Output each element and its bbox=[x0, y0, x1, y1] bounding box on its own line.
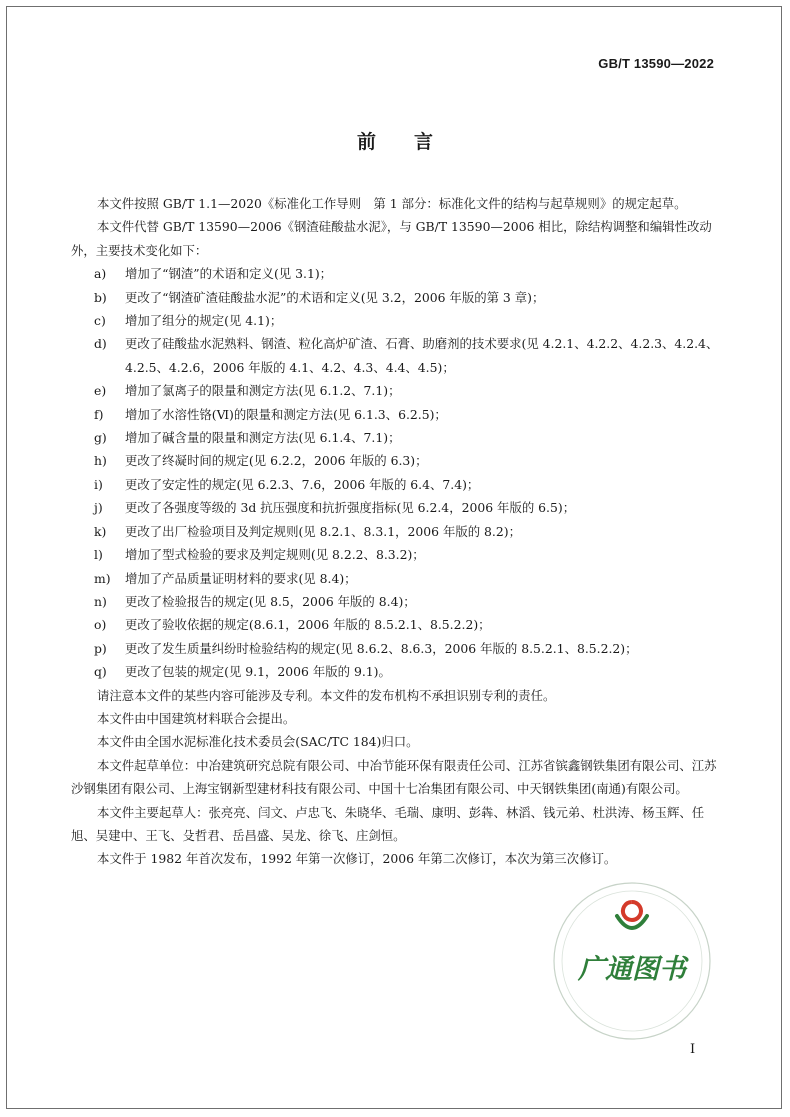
list-item bbox=[71, 286, 719, 309]
list-item-text: 更改了终凝时间的规定(见 6.2.2，2006 年版的 6.3)； bbox=[125, 453, 428, 469]
list-item bbox=[71, 332, 719, 379]
list-marker: i) bbox=[94, 476, 103, 492]
list-item bbox=[71, 496, 719, 519]
list-item-text: 增加了氯离子的限量和测定方法(见 6.1.2、7.1)； bbox=[125, 383, 401, 399]
list-marker: k) bbox=[94, 523, 107, 539]
list-item bbox=[71, 309, 719, 332]
list-item-text: 更改了包装的规定(见 9.1，2006 年版的 9.1)。 bbox=[125, 664, 391, 680]
list-item-text: 更改了验收依据的规定(8.6.1，2006 年版的 8.5.2.1、8.5.2.2)； bbox=[125, 617, 491, 633]
list-marker: l) bbox=[94, 547, 103, 563]
list-item bbox=[71, 613, 719, 636]
history-paragraph: 本文件于 1982 年首次发布，1992 年第一次修订，2006 年第二次修订，本次为第三次修订。 bbox=[97, 851, 617, 867]
list-item bbox=[71, 637, 719, 660]
document-body bbox=[71, 192, 719, 871]
list-marker: a) bbox=[94, 266, 107, 282]
standard-code: GB/T 13590—2022 bbox=[598, 56, 714, 71]
list-item-text: 增加了型式检验的要求及判定规则(见 8.2.2、8.3.2)； bbox=[125, 547, 425, 563]
list-item-text: 更改了出厂检验项目及判定规则(见 8.2.1、8.3.1，2006 年版的 8.2)； bbox=[125, 523, 521, 539]
list-item bbox=[71, 403, 719, 426]
proposer-paragraph: 本文件由中国建筑材料联合会提出。 bbox=[97, 710, 296, 726]
stamp-text: 广通图书 bbox=[578, 954, 686, 985]
list-marker: q) bbox=[94, 664, 107, 680]
committee-paragraph: 本文件由全国水泥标准化技术委员会(SAC/TC 184)归口。 bbox=[97, 734, 419, 750]
list-marker: h) bbox=[94, 453, 107, 469]
title-char-1: 前 bbox=[356, 131, 376, 153]
list-marker: e) bbox=[94, 383, 107, 399]
list-item-text: 更改了“钢渣矿渣硅酸盐水泥”的术语和定义(见 3.2，2006 年版的第 3 章)； bbox=[125, 289, 545, 305]
list-item-text: 增加了“钢渣”的术语和定义(见 3.1)； bbox=[125, 266, 333, 282]
page-title bbox=[0, 127, 790, 154]
list-item bbox=[71, 520, 719, 543]
list-item bbox=[71, 449, 719, 472]
drafters-paragraph: 本文件主要起草人：张亮亮、闫文、卢忠飞、朱晓华、毛瑞、康明、彭犇、林滔、钱元弟、杜洪涛、杨玉辉、任旭、吴建中、王飞、殳哲君、岳昌盛、吴龙、徐飞、庄剑恒。 bbox=[71, 804, 705, 843]
list-marker: f) bbox=[94, 406, 104, 422]
list-marker: n) bbox=[94, 593, 107, 609]
list-item bbox=[71, 543, 719, 566]
list-item-text: 更改了安定性的规定(见 6.2.3、7.6，2006 年版的 6.4、7.4)； bbox=[125, 476, 480, 492]
title-char-2: 言 bbox=[414, 131, 434, 153]
page-number: Ⅰ bbox=[690, 1042, 696, 1057]
list-marker: b) bbox=[94, 289, 107, 305]
list-marker: m) bbox=[94, 570, 111, 586]
list-item-text: 更改了检验报告的规定(见 8.5，2006 年版的 8.4)； bbox=[125, 593, 416, 609]
list-item bbox=[71, 426, 719, 449]
list-item-text: 更改了各强度等级的 3d 抗压强度和抗折强度指标(见 6.2.4，2006 年版的 6.5)； bbox=[125, 500, 576, 516]
list-item bbox=[71, 567, 719, 590]
drafting-units-paragraph: 本文件起草单位：中冶建筑研究总院有限公司、中冶节能环保有限责任公司、江苏省镔鑫钢铁集团有限公司、江苏沙钢集团有限公司、上海宝钢新型建材科技有限公司、中国十七冶集团有限公司、中天钢铁集团(南通)有限公司。 bbox=[71, 757, 717, 797]
list-marker: c) bbox=[94, 313, 106, 329]
patent-notice: 请注意本文件的某些内容可能涉及专利。本文件的发布机构不承担识别专利的责任。 bbox=[97, 687, 556, 703]
list-item-text: 更改了发生质量纠纷时检验结构的规定(见 8.6.2、8.6.3，2006 年版的 8.5.2.1、8.5.2.2)； bbox=[125, 640, 638, 656]
list-marker: p) bbox=[94, 640, 107, 656]
list-item-text: 增加了碱含量的限量和测定方法(见 6.1.4、7.1)； bbox=[125, 430, 401, 446]
list-marker: d) bbox=[94, 336, 107, 352]
list-item-text: 增加了产品质量证明材料的要求(见 8.4)； bbox=[125, 570, 357, 586]
list-marker: j) bbox=[94, 500, 103, 516]
list-item bbox=[71, 590, 719, 613]
intro-paragraph: 本文件按照 GB/T 1.1—2020《标准化工作导则 第 1 部分：标准化文件的结构与起草规则》的规定起草。 bbox=[97, 196, 687, 211]
stamp-logo-icon bbox=[617, 902, 647, 928]
list-item-text: 增加了组分的规定(见 4.1)； bbox=[125, 313, 283, 329]
list-item bbox=[71, 660, 719, 683]
list-marker: g) bbox=[94, 430, 107, 446]
list-item bbox=[71, 262, 719, 285]
list-item-text: 增加了水溶性铬(Ⅵ)的限量和测定方法(见 6.1.3、6.2.5)； bbox=[125, 406, 447, 422]
list-item bbox=[71, 379, 719, 402]
intro-paragraph: 本文件代替 GB/T 13590—2006《钢渣硅酸盐水泥》，与 GB/T 13590—2006 相比，除结构调整和编辑性改动外，主要技术变化如下： bbox=[71, 219, 712, 258]
list-item-text: 更改了硅酸盐水泥熟料、钢渣、粒化高炉矿渣、石膏、助磨剂的技术要求(见 4.2.1、4.2.2、4.2.3、4.2.4、4.2.5、4.2.6，2006 年版的 4.1、4.2、4.3、4.4、4.5)； bbox=[125, 336, 719, 375]
changes-list bbox=[71, 262, 719, 683]
list-marker: o) bbox=[94, 617, 107, 633]
publisher-watermark-stamp bbox=[547, 876, 717, 1046]
list-item bbox=[71, 473, 719, 496]
